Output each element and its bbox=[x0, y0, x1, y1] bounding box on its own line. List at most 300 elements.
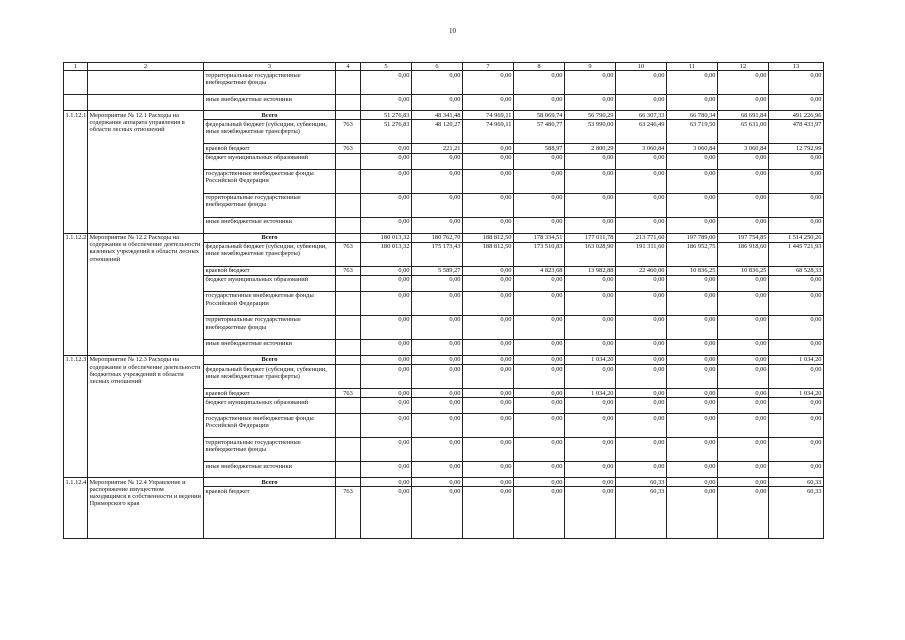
amount-cell: 0,00 bbox=[769, 71, 824, 95]
amount-cell: 0,00 bbox=[565, 414, 616, 438]
amount-cell: 0,00 bbox=[412, 71, 463, 95]
amount-cell: 0,00 bbox=[463, 153, 514, 169]
amount-cell: 0,00 bbox=[361, 275, 412, 291]
amount-cell: 0,00 bbox=[565, 398, 616, 414]
amount-cell: 0,00 bbox=[361, 365, 412, 389]
amount-cell: 0,00 bbox=[565, 438, 616, 462]
amount-cell: 0,00 bbox=[616, 193, 667, 217]
amount-cell: 0,00 bbox=[616, 339, 667, 355]
amount-cell: 0,00 bbox=[616, 275, 667, 291]
amount-cell: 3 060,84 bbox=[718, 144, 769, 153]
amount-cell: 0,00 bbox=[769, 315, 824, 339]
amount-cell: 1 034,20 bbox=[565, 355, 616, 364]
amount-cell: 0,00 bbox=[616, 462, 667, 478]
amount-cell: 0,00 bbox=[667, 315, 718, 339]
amount-cell: 0,00 bbox=[412, 291, 463, 315]
budget-code-cell: 763 bbox=[336, 120, 361, 144]
amount-cell: 0,00 bbox=[667, 193, 718, 217]
amount-cell: 0,00 bbox=[769, 95, 824, 111]
amount-cell: 68 528,33 bbox=[769, 266, 824, 275]
amount-cell: 0,00 bbox=[412, 365, 463, 389]
budget-code-cell bbox=[336, 233, 361, 242]
amount-cell: 0,00 bbox=[718, 169, 769, 193]
funding-source-cell: иные внебюджетные источники bbox=[204, 339, 336, 355]
amount-cell: 48 341,48 bbox=[412, 111, 463, 120]
amount-cell: 0,00 bbox=[718, 365, 769, 389]
budget-code-cell: 763 bbox=[336, 144, 361, 153]
amount-cell: 0,00 bbox=[361, 217, 412, 233]
amount-cell: 178 334,51 bbox=[514, 233, 565, 242]
amount-cell: 0,00 bbox=[514, 462, 565, 478]
amount-cell: 0,00 bbox=[463, 275, 514, 291]
amount-cell: 0,00 bbox=[565, 95, 616, 111]
funding-source-cell: бюджет муниципальных образований bbox=[204, 398, 336, 414]
amount-cell: 0,00 bbox=[361, 414, 412, 438]
activity-id-cell: 1.1.12.3 bbox=[64, 355, 88, 477]
amount-cell: 0,00 bbox=[667, 487, 718, 539]
amount-cell: 0,00 bbox=[463, 355, 514, 364]
amount-cell: 0,00 bbox=[463, 389, 514, 398]
budget-code-cell bbox=[336, 414, 361, 438]
amount-cell: 1 445 721,93 bbox=[769, 242, 824, 266]
amount-cell: 0,00 bbox=[361, 438, 412, 462]
budget-code-cell bbox=[336, 291, 361, 315]
table-row bbox=[64, 111, 824, 120]
amount-cell: 0,00 bbox=[718, 217, 769, 233]
amount-cell: 0,00 bbox=[616, 365, 667, 389]
amount-cell: 0,00 bbox=[514, 71, 565, 95]
table-row bbox=[64, 95, 824, 111]
amount-cell: 0,00 bbox=[361, 193, 412, 217]
amount-cell: 0,00 bbox=[463, 71, 514, 95]
amount-cell: 0,00 bbox=[718, 71, 769, 95]
amount-cell: 0,00 bbox=[718, 398, 769, 414]
amount-cell: 180 013,32 bbox=[361, 242, 412, 266]
amount-cell: 0,00 bbox=[463, 462, 514, 478]
amount-cell: 0,00 bbox=[463, 315, 514, 339]
amount-cell: 0,00 bbox=[514, 339, 565, 355]
column-number-header: 4 bbox=[336, 63, 361, 71]
amount-cell: 0,00 bbox=[667, 389, 718, 398]
amount-cell: 0,00 bbox=[769, 365, 824, 389]
amount-cell: 0,00 bbox=[565, 315, 616, 339]
activity-name-cell: Мероприятие № 12.2 Расходы на содержание и обеспечение деятельности казенных учреждений в области лесных отношений bbox=[88, 233, 204, 355]
amount-cell: 0,00 bbox=[412, 315, 463, 339]
amount-cell: 0,00 bbox=[565, 275, 616, 291]
amount-cell: 0,00 bbox=[361, 478, 412, 487]
amount-cell: 0,00 bbox=[667, 95, 718, 111]
funding-source-cell: территориальные государственные внебюджетные фонды bbox=[204, 315, 336, 339]
amount-cell: 0,00 bbox=[463, 365, 514, 389]
funding-source-cell: территориальные государственные внебюджетные фонды bbox=[204, 71, 336, 95]
amount-cell: 0,00 bbox=[769, 462, 824, 478]
amount-cell: 5 589,27 bbox=[412, 266, 463, 275]
amount-cell: 10 836,25 bbox=[718, 266, 769, 275]
amount-cell: 0,00 bbox=[412, 275, 463, 291]
amount-cell: 0,00 bbox=[463, 95, 514, 111]
amount-cell: 0,00 bbox=[412, 95, 463, 111]
amount-cell: 188 812,50 bbox=[463, 233, 514, 242]
amount-cell: 0,00 bbox=[667, 339, 718, 355]
amount-cell: 0,00 bbox=[769, 169, 824, 193]
amount-cell: 22 460,00 bbox=[616, 266, 667, 275]
amount-cell: 0,00 bbox=[565, 71, 616, 95]
amount-cell: 0,00 bbox=[412, 438, 463, 462]
amount-cell: 0,00 bbox=[565, 153, 616, 169]
amount-cell: 48 120,27 bbox=[412, 120, 463, 144]
budget-code-cell bbox=[336, 355, 361, 364]
amount-cell: 0,00 bbox=[565, 291, 616, 315]
table-row bbox=[64, 478, 824, 487]
amount-cell: 0,00 bbox=[667, 291, 718, 315]
amount-cell: 0,00 bbox=[616, 315, 667, 339]
column-number-header: 5 bbox=[361, 63, 412, 71]
budget-code-cell: 763 bbox=[336, 487, 361, 539]
amount-cell: 0,00 bbox=[463, 339, 514, 355]
amount-cell: 74 969,11 bbox=[463, 120, 514, 144]
amount-cell: 0,00 bbox=[769, 275, 824, 291]
amount-cell: 0,00 bbox=[361, 291, 412, 315]
budget-code-cell bbox=[336, 339, 361, 355]
amount-cell: 0,00 bbox=[514, 291, 565, 315]
amount-cell: 0,00 bbox=[616, 169, 667, 193]
amount-cell: 0,00 bbox=[667, 169, 718, 193]
amount-cell: 478 433,97 bbox=[769, 120, 824, 144]
amount-cell: 0,00 bbox=[412, 169, 463, 193]
funding-source-cell: краевой бюджет bbox=[204, 144, 336, 153]
funding-source-cell: государственные внебюджетные фонды Российской Федерации bbox=[204, 169, 336, 193]
column-number-row bbox=[64, 63, 824, 71]
amount-cell: 0,00 bbox=[718, 355, 769, 364]
amount-cell: 0,00 bbox=[361, 487, 412, 539]
amount-cell: 0,00 bbox=[463, 217, 514, 233]
amount-cell: 0,00 bbox=[718, 487, 769, 539]
amount-cell: 0,00 bbox=[361, 355, 412, 364]
amount-cell: 0,00 bbox=[616, 389, 667, 398]
activity-name-cell: Мероприятие № 12.4 Управление и распоряжение имуществом находящимся в собственности и ведении Приморского края bbox=[88, 478, 204, 539]
amount-cell: 0,00 bbox=[463, 438, 514, 462]
amount-cell: 177 011,78 bbox=[565, 233, 616, 242]
amount-cell: 0,00 bbox=[412, 193, 463, 217]
amount-cell: 0,00 bbox=[718, 478, 769, 487]
amount-cell: 53 990,00 bbox=[565, 120, 616, 144]
amount-cell: 0,00 bbox=[463, 193, 514, 217]
column-number-header: 9 bbox=[565, 63, 616, 71]
funding-source-cell: федеральный бюджет (субсидии, субвенции, иные межбюджетные трансферты) bbox=[204, 120, 336, 144]
amount-cell: 0,00 bbox=[514, 487, 565, 539]
budget-code-cell bbox=[336, 111, 361, 120]
amount-cell: 0,00 bbox=[667, 355, 718, 364]
amount-cell: 0,00 bbox=[616, 71, 667, 95]
table-body bbox=[64, 71, 824, 539]
column-number-header: 7 bbox=[463, 63, 514, 71]
column-number-header: 11 bbox=[667, 63, 718, 71]
amount-cell: 3 060,84 bbox=[616, 144, 667, 153]
amount-cell: 0,00 bbox=[718, 438, 769, 462]
table-row bbox=[64, 233, 824, 242]
column-number-header: 13 bbox=[769, 63, 824, 71]
amount-cell: 1 034,20 bbox=[769, 389, 824, 398]
funding-source-cell: Всего bbox=[204, 111, 336, 120]
amount-cell: 63 246,49 bbox=[616, 120, 667, 144]
amount-cell: 0,00 bbox=[565, 462, 616, 478]
amount-cell: 0,00 bbox=[565, 339, 616, 355]
budget-code-cell bbox=[336, 71, 361, 95]
column-number-header: 10 bbox=[616, 63, 667, 71]
amount-cell: 0,00 bbox=[616, 291, 667, 315]
column-number-header: 3 bbox=[204, 63, 336, 71]
amount-cell: 191 311,60 bbox=[616, 242, 667, 266]
budget-code-cell bbox=[336, 95, 361, 111]
amount-cell: 0,00 bbox=[463, 144, 514, 153]
amount-cell: 0,00 bbox=[514, 389, 565, 398]
amount-cell: 0,00 bbox=[463, 478, 514, 487]
amount-cell: 0,00 bbox=[463, 414, 514, 438]
amount-cell: 0,00 bbox=[769, 217, 824, 233]
funding-source-cell: бюджет муниципальных образований bbox=[204, 275, 336, 291]
amount-cell: 0,00 bbox=[667, 275, 718, 291]
amount-cell: 0,00 bbox=[718, 153, 769, 169]
funding-source-cell: краевой бюджет bbox=[204, 266, 336, 275]
amount-cell: 0,00 bbox=[616, 217, 667, 233]
amount-cell: 0,00 bbox=[667, 71, 718, 95]
amount-cell: 0,00 bbox=[412, 462, 463, 478]
column-number-header: 8 bbox=[514, 63, 565, 71]
amount-cell: 0,00 bbox=[565, 487, 616, 539]
amount-cell: 0,00 bbox=[361, 462, 412, 478]
budget-code-cell bbox=[336, 153, 361, 169]
amount-cell: 0,00 bbox=[463, 398, 514, 414]
budget-code-cell bbox=[336, 275, 361, 291]
amount-cell: 588,97 bbox=[514, 144, 565, 153]
amount-cell: 0,00 bbox=[463, 487, 514, 539]
amount-cell: 0,00 bbox=[718, 414, 769, 438]
amount-cell: 188 812,50 bbox=[463, 242, 514, 266]
amount-cell: 0,00 bbox=[412, 398, 463, 414]
amount-cell: 0,00 bbox=[667, 478, 718, 487]
amount-cell: 60,33 bbox=[616, 487, 667, 539]
amount-cell: 10 836,25 bbox=[667, 266, 718, 275]
amount-cell: 0,00 bbox=[616, 153, 667, 169]
activity-id-cell: 1.1.12.2 bbox=[64, 233, 88, 355]
amount-cell: 0,00 bbox=[718, 315, 769, 339]
funding-source-cell: федеральный бюджет (субсидии, субвенции, иные межбюджетные трансферты) bbox=[204, 365, 336, 389]
amount-cell: 0,00 bbox=[361, 144, 412, 153]
funding-source-cell: краевой бюджет bbox=[204, 389, 336, 398]
budget-code-cell: 763 bbox=[336, 266, 361, 275]
column-number-header: 2 bbox=[88, 63, 204, 71]
amount-cell: 0,00 bbox=[514, 217, 565, 233]
amount-cell: 0,00 bbox=[361, 398, 412, 414]
amount-cell: 0,00 bbox=[667, 398, 718, 414]
funding-source-cell: Всего bbox=[204, 355, 336, 364]
amount-cell: 0,00 bbox=[514, 169, 565, 193]
activity-name-cell: Мероприятие № 12.3 Расходы на содержание и обеспечение деятельности бюджетных учреждений в области лесных отношений bbox=[88, 355, 204, 477]
amount-cell: 0,00 bbox=[514, 315, 565, 339]
funding-source-cell: бюджет муниципальных образований bbox=[204, 153, 336, 169]
amount-cell: 0,00 bbox=[667, 217, 718, 233]
funding-source-cell: федеральный бюджет (субсидии, субвенции, иные межбюджетные трансферты) bbox=[204, 242, 336, 266]
amount-cell: 0,00 bbox=[412, 217, 463, 233]
amount-cell: 0,00 bbox=[616, 414, 667, 438]
amount-cell: 0,00 bbox=[514, 193, 565, 217]
amount-cell: 0,00 bbox=[718, 291, 769, 315]
amount-cell: 0,00 bbox=[514, 414, 565, 438]
empty-id-cell bbox=[64, 95, 88, 111]
funding-source-cell: государственные внебюджетные фонды Российской Федерации bbox=[204, 414, 336, 438]
column-number-header: 12 bbox=[718, 63, 769, 71]
amount-cell: 66 780,34 bbox=[667, 111, 718, 120]
amount-cell: 0,00 bbox=[667, 414, 718, 438]
funding-source-cell: государственные внебюджетные фонды Российской Федерации bbox=[204, 291, 336, 315]
amount-cell: 0,00 bbox=[718, 95, 769, 111]
funding-source-cell: территориальные государственные внебюджетные фонды bbox=[204, 438, 336, 462]
amount-cell: 0,00 bbox=[718, 275, 769, 291]
amount-cell: 0,00 bbox=[565, 217, 616, 233]
activity-name-cell: Мероприятие № 12.1 Расходы на содержание аппарата управления в области лесных отношений bbox=[88, 111, 204, 233]
amount-cell: 0,00 bbox=[769, 153, 824, 169]
amount-cell: 63 719,50 bbox=[667, 120, 718, 144]
amount-cell: 0,00 bbox=[412, 339, 463, 355]
amount-cell: 0,00 bbox=[514, 355, 565, 364]
budget-code-cell bbox=[336, 478, 361, 487]
amount-cell: 65 631,00 bbox=[718, 120, 769, 144]
column-number-header: 6 bbox=[412, 63, 463, 71]
column-number-header: 1 bbox=[64, 63, 88, 71]
amount-cell: 68 691,84 bbox=[718, 111, 769, 120]
amount-cell: 0,00 bbox=[769, 398, 824, 414]
funding-source-cell: Всего bbox=[204, 478, 336, 487]
amount-cell: 0,00 bbox=[769, 414, 824, 438]
table-row bbox=[64, 71, 824, 95]
amount-cell: 60,33 bbox=[769, 478, 824, 487]
amount-cell: 51 276,83 bbox=[361, 111, 412, 120]
amount-cell: 0,00 bbox=[565, 193, 616, 217]
amount-cell: 1 034,20 bbox=[565, 389, 616, 398]
amount-cell: 0,00 bbox=[361, 266, 412, 275]
amount-cell: 221,21 bbox=[412, 144, 463, 153]
budget-code-cell bbox=[336, 438, 361, 462]
amount-cell: 51 276,83 bbox=[361, 120, 412, 144]
amount-cell: 173 510,83 bbox=[514, 242, 565, 266]
amount-cell: 0,00 bbox=[361, 71, 412, 95]
budget-code-cell bbox=[336, 315, 361, 339]
amount-cell: 186 918,60 bbox=[718, 242, 769, 266]
empty-id-cell bbox=[64, 71, 88, 95]
amount-cell: 0,00 bbox=[769, 193, 824, 217]
amount-cell: 0,00 bbox=[361, 339, 412, 355]
activity-id-cell: 1.1.12.1 bbox=[64, 111, 88, 233]
amount-cell: 0,00 bbox=[718, 339, 769, 355]
amount-cell: 0,00 bbox=[514, 398, 565, 414]
empty-name-cell bbox=[88, 95, 204, 111]
amount-cell: 0,00 bbox=[514, 438, 565, 462]
funding-source-cell: иные внебюджетные источники bbox=[204, 462, 336, 478]
amount-cell: 0,00 bbox=[667, 462, 718, 478]
funding-source-cell: краевой бюджет bbox=[204, 487, 336, 539]
amount-cell: 1 034,20 bbox=[769, 355, 824, 364]
amount-cell: 0,00 bbox=[514, 275, 565, 291]
amount-cell: 0,00 bbox=[769, 438, 824, 462]
amount-cell: 0,00 bbox=[514, 95, 565, 111]
amount-cell: 0,00 bbox=[412, 478, 463, 487]
amount-cell: 163 028,90 bbox=[565, 242, 616, 266]
amount-cell: 58 069,74 bbox=[514, 111, 565, 120]
amount-cell: 197 789,00 bbox=[667, 233, 718, 242]
funding-source-cell: территориальные государственные внебюджетные фонды bbox=[204, 193, 336, 217]
activity-id-cell: 1.1.12.4 bbox=[64, 478, 88, 539]
budget-code-cell: 763 bbox=[336, 389, 361, 398]
funding-source-cell: иные внебюджетные источники bbox=[204, 95, 336, 111]
budget-code-cell bbox=[336, 462, 361, 478]
amount-cell: 57 480,77 bbox=[514, 120, 565, 144]
amount-cell: 0,00 bbox=[361, 95, 412, 111]
table-row bbox=[64, 355, 824, 364]
empty-name-cell bbox=[88, 71, 204, 95]
amount-cell: 0,00 bbox=[361, 169, 412, 193]
amount-cell: 0,00 bbox=[667, 438, 718, 462]
amount-cell: 4 823,68 bbox=[514, 266, 565, 275]
amount-cell: 66 307,33 bbox=[616, 111, 667, 120]
amount-cell: 491 226,96 bbox=[769, 111, 824, 120]
amount-cell: 0,00 bbox=[361, 315, 412, 339]
amount-cell: 180 762,70 bbox=[412, 233, 463, 242]
budget-code-cell bbox=[336, 365, 361, 389]
amount-cell: 0,00 bbox=[514, 153, 565, 169]
budget-table bbox=[63, 62, 824, 539]
amount-cell: 13 982,88 bbox=[565, 266, 616, 275]
amount-cell: 0,00 bbox=[616, 355, 667, 364]
amount-cell: 2 800,29 bbox=[565, 144, 616, 153]
amount-cell: 175 173,43 bbox=[412, 242, 463, 266]
amount-cell: 0,00 bbox=[463, 291, 514, 315]
amount-cell: 0,00 bbox=[463, 266, 514, 275]
amount-cell: 186 952,75 bbox=[667, 242, 718, 266]
amount-cell: 0,00 bbox=[412, 414, 463, 438]
amount-cell: 0,00 bbox=[412, 355, 463, 364]
amount-cell: 0,00 bbox=[616, 438, 667, 462]
amount-cell: 0,00 bbox=[463, 169, 514, 193]
amount-cell: 0,00 bbox=[412, 153, 463, 169]
amount-cell: 0,00 bbox=[769, 291, 824, 315]
amount-cell: 0,00 bbox=[565, 365, 616, 389]
budget-code-cell bbox=[336, 193, 361, 217]
budget-code-cell: 763 bbox=[336, 242, 361, 266]
amount-cell: 0,00 bbox=[718, 462, 769, 478]
page-number: 10 bbox=[449, 27, 456, 35]
funding-source-cell: Всего bbox=[204, 233, 336, 242]
amount-cell: 0,00 bbox=[769, 339, 824, 355]
amount-cell: 180 013,32 bbox=[361, 233, 412, 242]
amount-cell: 0,00 bbox=[718, 193, 769, 217]
amount-cell: 1 514 250,26 bbox=[769, 233, 824, 242]
funding-source-cell: иные внебюджетные источники bbox=[204, 217, 336, 233]
amount-cell: 0,00 bbox=[361, 153, 412, 169]
amount-cell: 197 754,85 bbox=[718, 233, 769, 242]
amount-cell: 60,33 bbox=[769, 487, 824, 539]
budget-code-cell bbox=[336, 398, 361, 414]
amount-cell: 0,00 bbox=[565, 478, 616, 487]
amount-cell: 3 060,84 bbox=[667, 144, 718, 153]
budget-code-cell bbox=[336, 169, 361, 193]
amount-cell: 0,00 bbox=[667, 365, 718, 389]
amount-cell: 74 969,11 bbox=[463, 111, 514, 120]
budget-code-cell bbox=[336, 217, 361, 233]
amount-cell: 0,00 bbox=[361, 389, 412, 398]
amount-cell: 0,00 bbox=[616, 398, 667, 414]
amount-cell: 0,00 bbox=[616, 95, 667, 111]
amount-cell: 12 792,99 bbox=[769, 144, 824, 153]
